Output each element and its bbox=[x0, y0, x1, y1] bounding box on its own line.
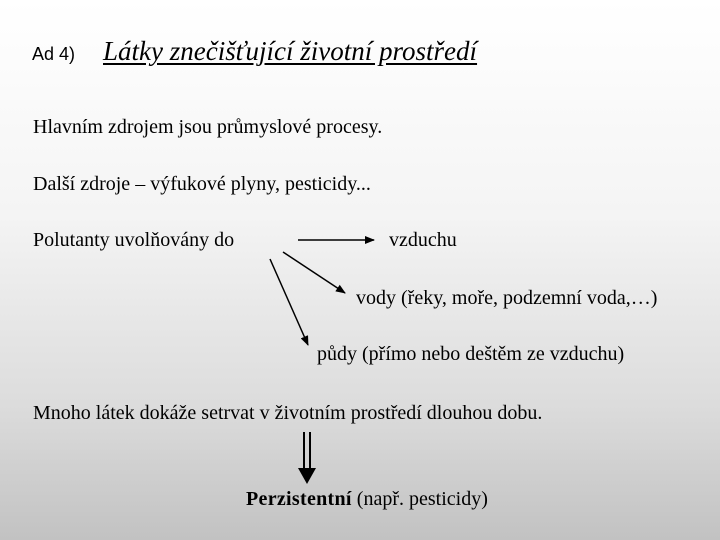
text-other-sources: Další zdroje – výfukové plyny, pesticidy... bbox=[33, 173, 371, 195]
text-persistence: Mnoho látek dokáže setrvat v životním prostředí dlouhou dobu. bbox=[33, 402, 543, 424]
conclusion-note: (např. pesticidy) bbox=[351, 488, 488, 510]
target-water: vody (řeky, moře, podzemní voda,…) bbox=[356, 287, 658, 309]
slide-title: Látky znečišťující životní prostředí bbox=[103, 36, 478, 66]
conclusion-term: Perzistentní bbox=[246, 488, 352, 510]
conclusion-text bbox=[246, 488, 488, 511]
arrow-to-soil bbox=[270, 259, 308, 345]
text-main-source: Hlavním zdrojem jsou průmyslové procesy. bbox=[33, 116, 383, 138]
text-pollutants-released: Polutanty uvolňovány do bbox=[33, 229, 235, 251]
target-soil: půdy (přímo nebo deštěm ze vzduchu) bbox=[317, 343, 625, 365]
target-air: vzduchu bbox=[389, 229, 457, 251]
slide-number-prefix: Ad 4) bbox=[32, 44, 76, 64]
arrow-to-water bbox=[283, 252, 345, 293]
double-down-arrow-icon bbox=[298, 432, 316, 484]
